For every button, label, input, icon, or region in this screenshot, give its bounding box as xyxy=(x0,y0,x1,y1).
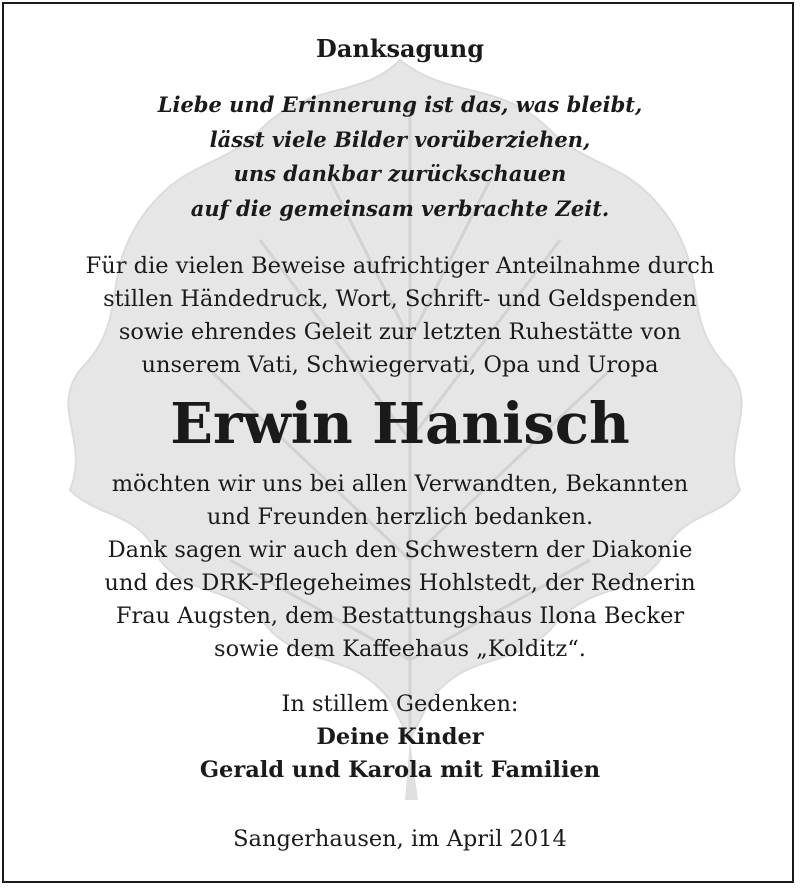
text-line: Dank sagen wir auch den Schwestern der Diakonie xyxy=(107,537,693,563)
text-line: und Freunden herzlich bedanken. xyxy=(206,504,594,530)
poem xyxy=(0,88,800,226)
poem-line: auf die gemeinsam verbrachte Zeit. xyxy=(190,195,610,221)
poem-line: lässt viele Bilder vorüberziehen, xyxy=(209,126,591,152)
text-line: möchten wir uns bei allen Verwandten, Bekannten xyxy=(111,471,689,497)
closing-intro: In stillem Gedenken: xyxy=(281,691,519,717)
text-line: sowie ehrendes Geleit zur letzten Ruhestätte von xyxy=(118,319,682,345)
signer: Deine Kinder xyxy=(316,724,484,750)
text-line: Für die vielen Beweise aufrichtiger Anteilnahme durch xyxy=(85,253,715,279)
poem-line: Liebe und Erinnerung ist das, was bleibt, xyxy=(157,92,643,117)
deceased-name: Erwin Hanisch xyxy=(170,391,630,457)
signer: Gerald und Karola mit Familien xyxy=(199,757,601,783)
text-line: unserem Vati, Schwiegervati, Opa und Uropa xyxy=(141,352,659,378)
text-line: stillen Händedruck, Wort, Schrift- und Geldspenden xyxy=(103,286,697,312)
text-line: und des DRK-Pflegeheimes Hohlstedt, der Rednerin xyxy=(104,570,696,596)
text-line: Frau Augsten, dem Bestattungshaus Ilona Becker xyxy=(115,603,685,629)
thanks-paragraph-1 xyxy=(0,250,800,382)
poem-line: uns dankbar zurückschauen xyxy=(233,161,567,186)
thanks-paragraph-2 xyxy=(0,468,800,666)
place-date: Sangerhausen, im April 2014 xyxy=(233,826,567,852)
text-line: sowie dem Kaffeehaus „Kolditz“. xyxy=(214,636,586,662)
closing xyxy=(0,688,800,787)
heading: Danksagung xyxy=(316,34,484,63)
